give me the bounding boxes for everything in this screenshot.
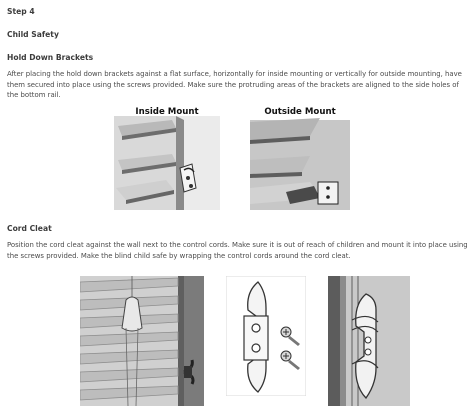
cords-wrapped-illustration bbox=[328, 276, 410, 406]
outside-mount-figure bbox=[250, 108, 350, 210]
blind-with-cleat-illustration bbox=[80, 276, 204, 406]
outside-mount-label: Outside Mount bbox=[264, 107, 336, 117]
cords-wrapped-figure bbox=[328, 276, 410, 406]
inside-mount-label: Inside Mount bbox=[135, 107, 199, 117]
section-title: Child Safety bbox=[7, 30, 59, 39]
inside-mount-figure bbox=[114, 108, 220, 210]
hold-down-brackets-body: After placing the hold down brackets against a flat surface, horizontally for inside mounting or vertically for outside mounting, have them secured into place using the screws provided. Make sure the protruding areas of the brackets are aligned to the side holes of the bottom rail. bbox=[7, 70, 462, 100]
step-heading: Step 4 bbox=[7, 7, 35, 16]
cord-cleat-body: Position the cord cleat against the wall next to the control cords. Make sure it is out of reach of children and mount it into place using the screws provided. Make the blind child safe by wrapping the control cords around the cord cleat. bbox=[7, 241, 468, 260]
cleat-with-screws-illustration bbox=[226, 276, 306, 396]
hold-down-brackets-title: Hold Down Brackets bbox=[7, 53, 94, 62]
blind-with-cleat-figure bbox=[80, 276, 204, 406]
outside-mount-illustration bbox=[250, 108, 350, 210]
cleat-with-screws-figure bbox=[226, 276, 306, 396]
cord-cleat-title: Cord Cleat bbox=[7, 224, 52, 233]
inside-mount-illustration bbox=[114, 108, 220, 210]
